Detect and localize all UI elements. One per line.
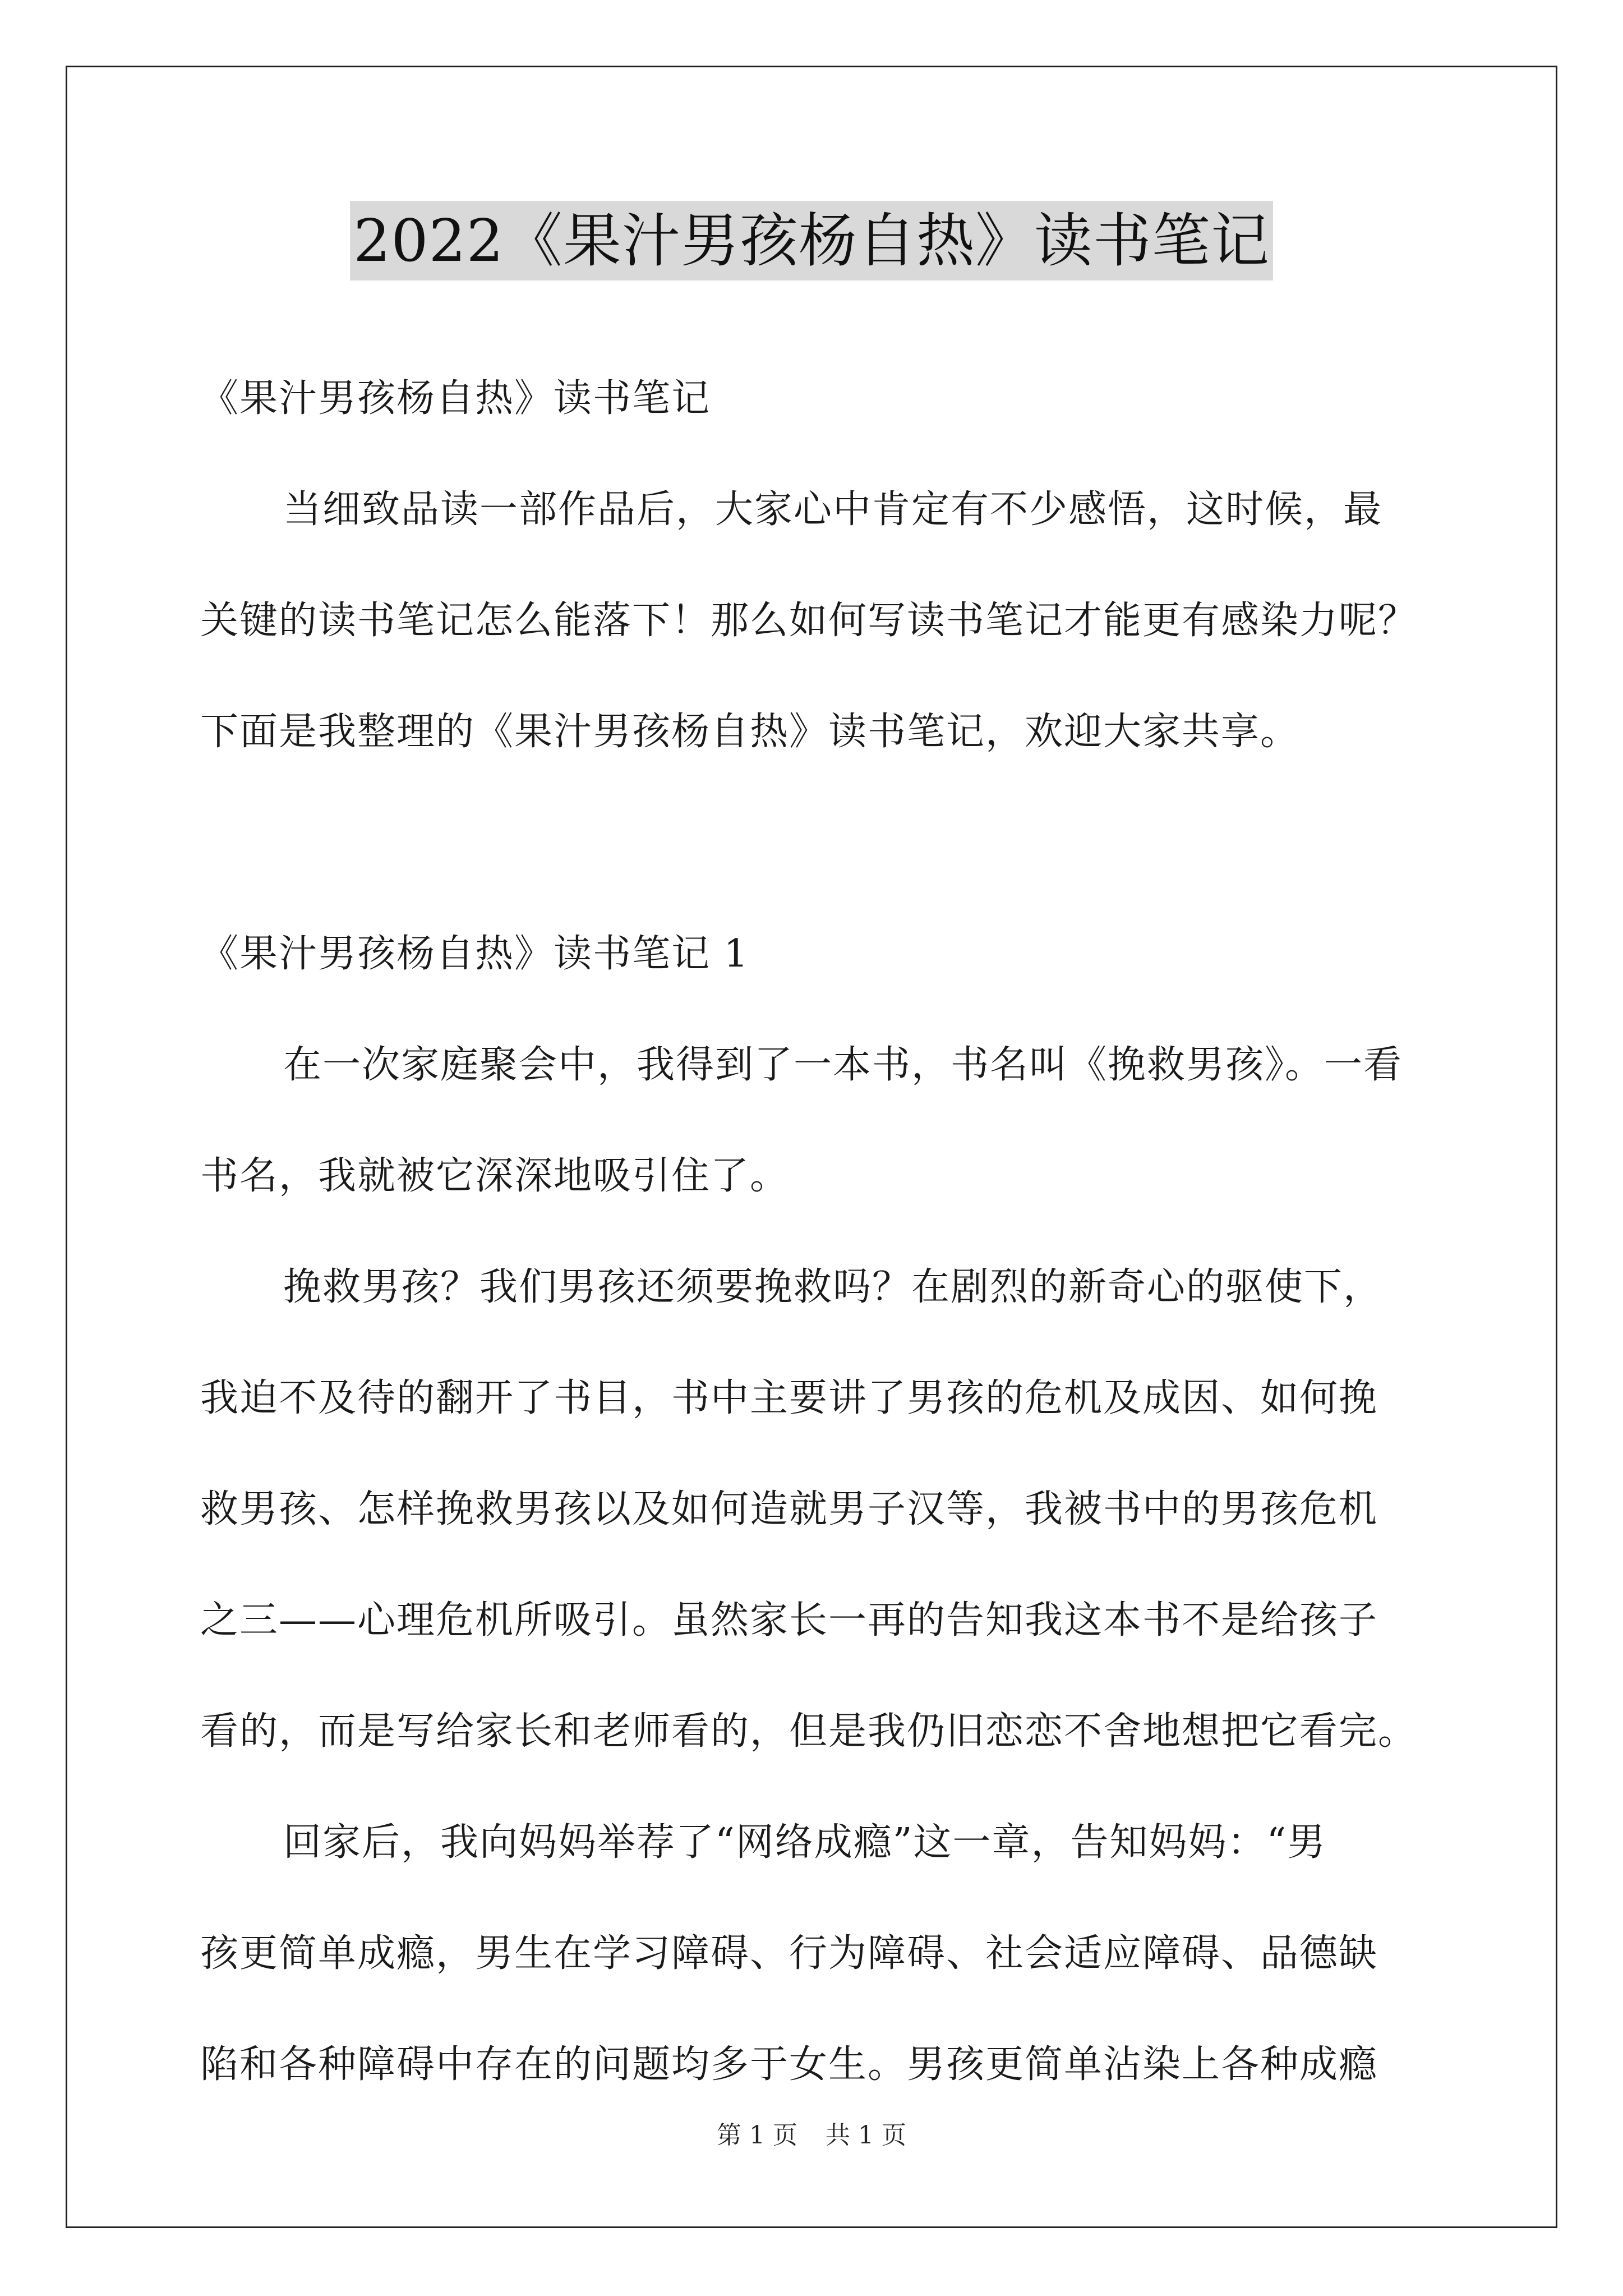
paragraph-line: 在一次家庭聚会中，我得到了一本书，书名叫《挽救男孩》。一看 — [283, 1043, 1403, 1087]
subtitle — [200, 343, 1434, 454]
paragraph-line: 救男孩、怎样挽救男孩以及如何造就男子汉等，我被书中的男孩危机 — [200, 1487, 1378, 1531]
paragraph-line: 之三——心理危机所吸引。虽然家长一再的告知我这本书不是给孩子 — [200, 1598, 1378, 1642]
title-wrap — [0, 201, 1623, 280]
paragraph-line: 关键的读书笔记怎么能落下！那么如何写读书笔记才能更有感染力呢？ — [200, 599, 1418, 643]
page-footer — [0, 2115, 1623, 2151]
paragraph-line: 回家后，我向妈妈举荐了“网络成瘾”这一章，告知妈妈：“男 — [283, 1820, 1327, 1865]
paragraph-line: 陷和各种障碍中存在的问题均多于女生。男孩更简单沾染上各种成瘾 — [200, 2042, 1378, 2087]
document-body — [200, 343, 1434, 2120]
section-heading-text: 《果汁男孩杨自热》读书笔记 1 — [200, 932, 749, 976]
paragraph-line: 当细致品读一部作品后，大家心中肯定有不少感悟，这时候，最 — [283, 487, 1383, 532]
paragraph-line: 看的，而是写给家长和老师看的，但是我仍旧恋恋不舍地想把它看完。 — [200, 1709, 1418, 1754]
intro-paragraph — [200, 454, 1434, 788]
paragraph-line: 我迫不及待的翻开了书目，书中主要讲了男孩的危机及成因、如何挽 — [200, 1376, 1378, 1420]
body-paragraph — [200, 1232, 1434, 1787]
paragraph-line: 孩更简单成瘾，男生在学习障碍、行为障碍、社会适应障碍、品德缺 — [200, 1931, 1378, 1976]
paragraph-line: 挽救男孩？我们男孩还须要挽救吗？在剧烈的新奇心的驱使下， — [283, 1265, 1383, 1309]
body-paragraph — [200, 1787, 1434, 2120]
paragraph-line: 下面是我整理的《果汁男孩杨自热》读书笔记，欢迎大家共享。 — [200, 710, 1300, 754]
spacer — [200, 788, 1434, 899]
body-paragraph — [200, 1010, 1434, 1232]
paragraph-line: 书名，我就被它深深地吸引住了。 — [200, 1154, 790, 1198]
page-number: 第 1 页 — [717, 2121, 797, 2150]
page-total: 共 1 页 — [826, 2121, 906, 2150]
section-heading — [200, 899, 1434, 1010]
document-title: 2022《果汁男孩杨自热》读书笔记 — [350, 201, 1273, 280]
subtitle-text: 《果汁男孩杨自热》读书笔记 — [200, 376, 711, 421]
